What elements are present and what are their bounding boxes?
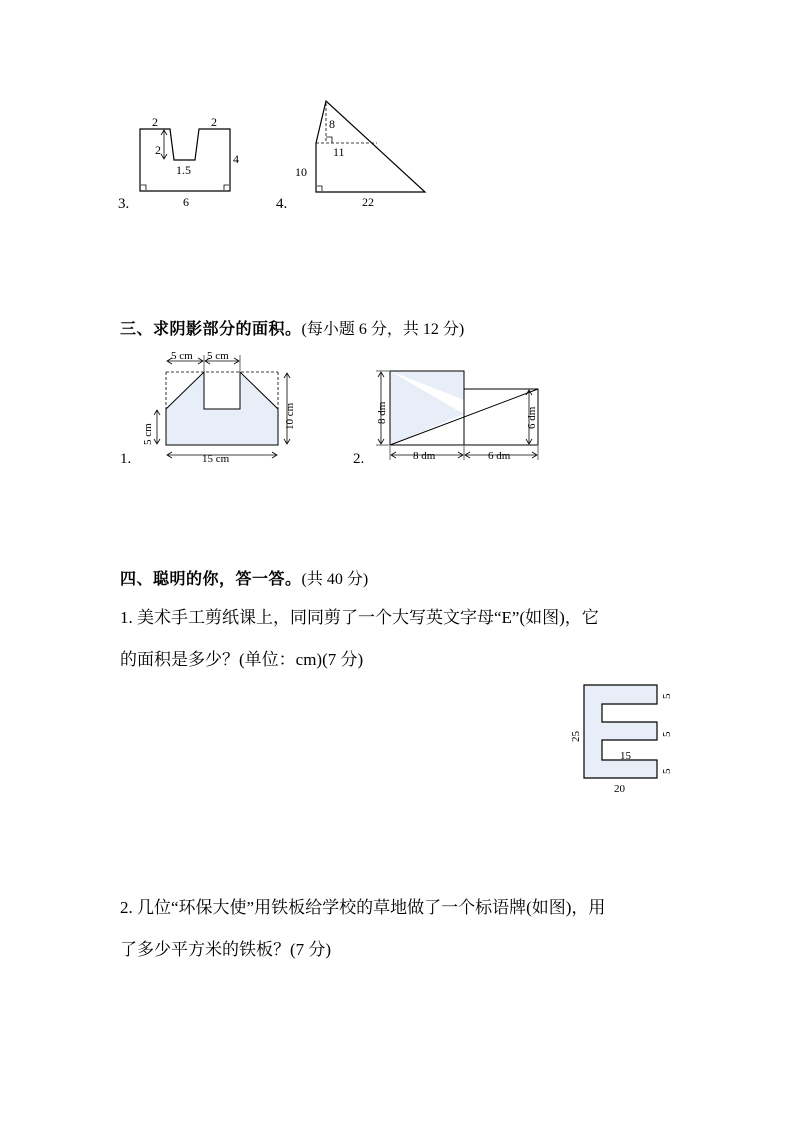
- fig4-left-height-label: 10: [295, 165, 307, 179]
- e-letter-drawing: [560, 680, 680, 800]
- section-3-title: 三、求阴影部分的面积。: [120, 319, 302, 338]
- s3f2-bottom-a-label: 8 dm: [413, 450, 436, 462]
- section-3-note: (每小题 6 分，共 12 分): [301, 321, 465, 338]
- e-inner-label: 15: [620, 750, 631, 762]
- figure-4-drawing: [285, 95, 435, 215]
- e-letter-figure: [560, 680, 680, 800]
- s3f2-bottom-b-label: 6 dm: [488, 450, 511, 462]
- section3-figure-2-drawing: [370, 360, 550, 470]
- fig3-top-left-label: 2: [152, 115, 158, 129]
- section3-figure-1: [135, 345, 305, 465]
- section-4-heading: [120, 566, 368, 589]
- fig4-top-height-label: 8: [329, 117, 335, 131]
- s3f1-left-label: 5 cm: [142, 423, 154, 445]
- e-gap-3-label: 5: [661, 768, 673, 774]
- figure-3-drawing: [110, 108, 250, 218]
- figure-3: [110, 108, 250, 218]
- fig4-bottom-label: 22: [362, 195, 374, 209]
- section-4-title: 四、聪明的你，答一答。: [120, 569, 302, 588]
- question-1-line-1: 1. 美术手工剪纸课上，同同剪了一个大写英文字母“E”(如图)，它: [120, 608, 599, 627]
- fig3-bottom-label: 6: [183, 195, 189, 209]
- s3f2-left-label: 8 dm: [376, 401, 388, 424]
- fig3-notch-bottom-label: 1.5: [176, 163, 191, 177]
- s3f1-right-label: 10 cm: [284, 402, 296, 430]
- section3-figure-2: [370, 360, 550, 470]
- e-width-label: 20: [614, 783, 625, 795]
- question-2: [120, 887, 680, 971]
- question-1-line-2: 的面积是多少？(单位：cm)(7 分): [120, 650, 364, 669]
- e-gap-1-label: 5: [661, 693, 673, 699]
- figure-4: [285, 95, 435, 215]
- s3f1-top-b-label: 5 cm: [207, 350, 229, 362]
- s3f1-bottom-label: 15 cm: [202, 453, 230, 465]
- fig3-side-label: 4: [233, 152, 239, 166]
- e-height-label: 25: [570, 731, 582, 742]
- fig3-notch-depth-label: 2: [155, 143, 161, 157]
- s3f1-top-a-label: 5 cm: [171, 350, 193, 362]
- figure-3-number: 3.: [118, 196, 130, 212]
- fig3-top-right-label: 2: [211, 115, 217, 129]
- e-gap-2-label: 5: [661, 731, 673, 737]
- section-3-heading: [120, 316, 464, 339]
- question-1: [120, 597, 680, 681]
- figure-4-number: 4.: [276, 196, 288, 212]
- question-2-line-2: 了多少平方米的铁板？(7 分): [120, 940, 332, 959]
- section3-figure-1-drawing: [135, 345, 305, 465]
- section3-figure-1-number: 1.: [120, 451, 132, 467]
- question-2-line-1: 2. 几位“环保大使”用铁板给学校的草地做了一个标语牌(如图)，用: [120, 898, 606, 917]
- s3f2-right-label: 6 dm: [526, 406, 538, 429]
- fig4-top-width-label: 11: [333, 145, 345, 159]
- section-4-note: (共 40 分): [301, 571, 369, 588]
- section3-figure-2-number: 2.: [353, 451, 365, 467]
